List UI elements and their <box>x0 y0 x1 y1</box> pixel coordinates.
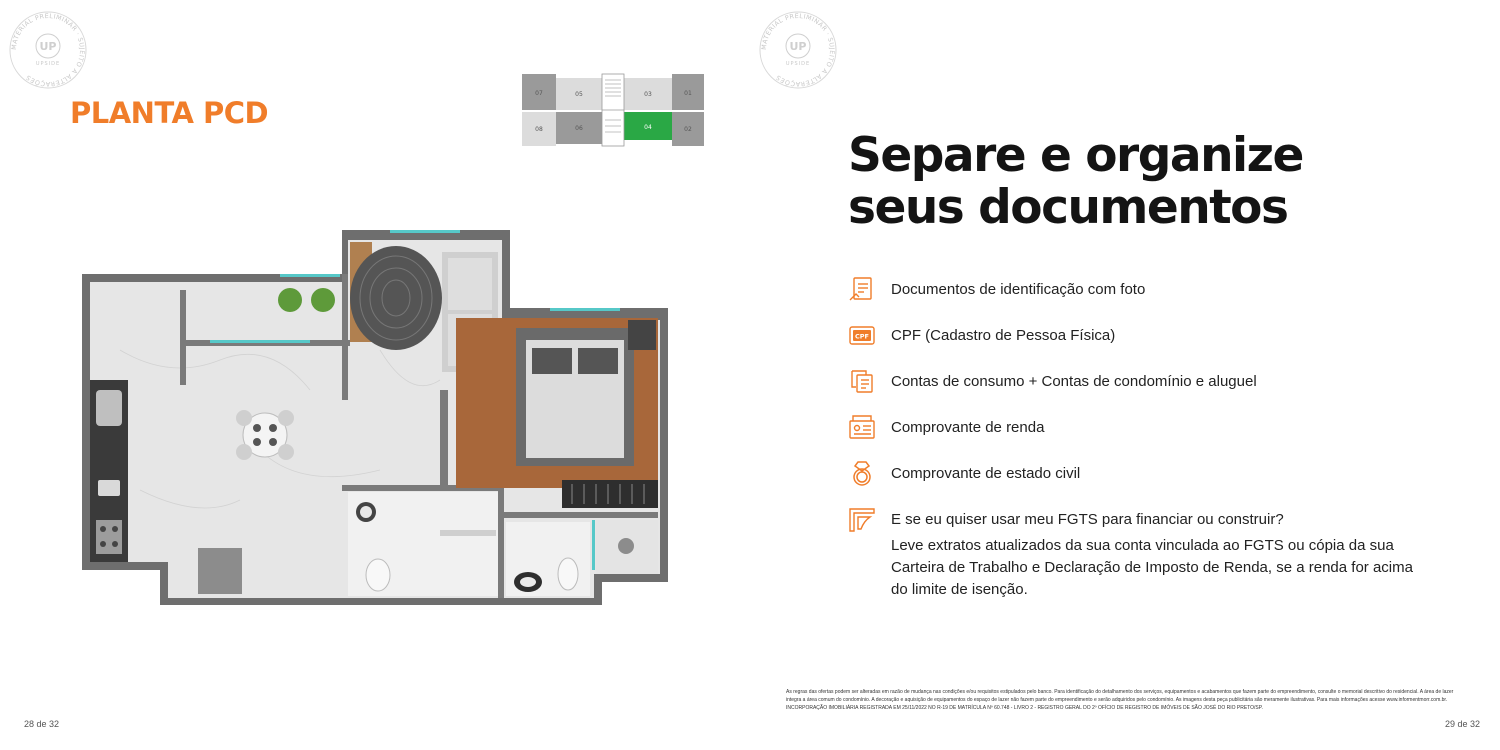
list-item-text: E se eu quiser usar meu FGTS para financiar ou construir? <box>891 510 1284 528</box>
bills-icon <box>848 367 876 395</box>
list-item <box>848 358 1428 404</box>
fgts-detail-text: Leve extratos atualizados da sua conta vinculada ao FGTS ou cópia da sua Carteira de Trabalho e Declaração de Imposto de Renda, se a renda for acima do limite de isenção. <box>891 537 1413 598</box>
page-number: 28 de 32 <box>24 719 60 729</box>
income-proof-icon <box>848 413 876 441</box>
key-plan-unit-label: 05 <box>575 91 583 98</box>
heading-line: Separe e organize <box>848 128 1303 183</box>
document-list <box>848 266 1428 542</box>
svg-text:UPSIDE: UPSIDE <box>785 61 811 67</box>
main-heading <box>848 130 1408 234</box>
key-plan-unit-label: 02 <box>684 126 692 133</box>
list-item <box>848 312 1428 358</box>
key-plan-unit-label: 06 <box>575 125 583 132</box>
svg-text:UP: UP <box>39 40 57 53</box>
list-item <box>848 404 1428 450</box>
key-plan-unit-label: 01 <box>684 90 692 97</box>
key-plan <box>520 72 706 150</box>
heading-line: seus documentos <box>848 180 1288 235</box>
wedding-ring-icon <box>848 459 876 487</box>
floor-plan-image <box>80 230 670 605</box>
key-plan-unit-label: 04 <box>644 124 652 131</box>
svg-text:MATERIAL PRELIMINAR · SUJEITO: MATERIAL PRELIMINAR · SUJEITO A ALTERAÇÕES <box>10 12 86 88</box>
key-plan-drawing <box>520 72 706 150</box>
cpf-card-icon <box>848 321 876 349</box>
list-item-text: Documentos de identificação com foto <box>891 280 1146 298</box>
svg-text:CPF: CPF <box>855 332 869 341</box>
svg-text:UP: UP <box>789 40 807 53</box>
id-document-icon <box>848 275 876 303</box>
list-item <box>848 450 1428 496</box>
fgts-house-icon <box>848 505 876 533</box>
preliminary-material-stamp <box>8 10 88 90</box>
preliminary-material-stamp <box>758 10 838 90</box>
key-plan-unit-label: 08 <box>535 126 543 133</box>
list-item-text: Comprovante de estado civil <box>891 464 1081 482</box>
svg-text:UPSIDE: UPSIDE <box>35 61 61 67</box>
list-item-text: CPF (Cadastro de Pessoa Física) <box>891 326 1116 344</box>
page-number: 29 de 32 <box>1444 719 1480 729</box>
list-item-text: Comprovante de renda <box>891 418 1045 436</box>
svg-text:MATERIAL PRELIMINAR · SUJEITO: MATERIAL PRELIMINAR · SUJEITO A ALTERAÇÕES <box>760 12 836 88</box>
list-item <box>848 266 1428 312</box>
key-plan-unit-label: 03 <box>644 91 652 98</box>
page-title: PLANTA PCD <box>70 96 269 130</box>
list-item-text: Contas de consumo + Contas de condomínio e aluguel <box>891 372 1257 390</box>
key-plan-unit-label: 07 <box>535 90 543 97</box>
legal-disclaimer: As regras das ofertas podem ser alteradas em razão de mudança nas condições e/ou requisitos estipulados pelo banco. Para identificação do detalhamento dos serviços, equipamentos e acabamentos que fazem parte do empreendimento, consulte o memorial descritivo do residencial. A área de lazer integra a área comum do condomínio. A decoração e aquisição de equipamentos do espaço de lazer não fazem parte do empreendimento e serão adquiridos pelo condomínio. As imagens desta peça publicitária são meramente ilustrativas. Para mais informações acesse www.informentmorr.com.br. INCORPORAÇÃO IMOBILIÁRIA REGISTRADA EM 25/11/2022 NO R-19 DE MATRÍCULA Nº 60.748 - LIVRO 2 - REGISTRO GERAL DO 2º OFÍCIO DE REGISTRO DE IMÓVEIS DE SÃO JOSÉ DO RIO PRETO/SP. <box>786 689 1454 711</box>
